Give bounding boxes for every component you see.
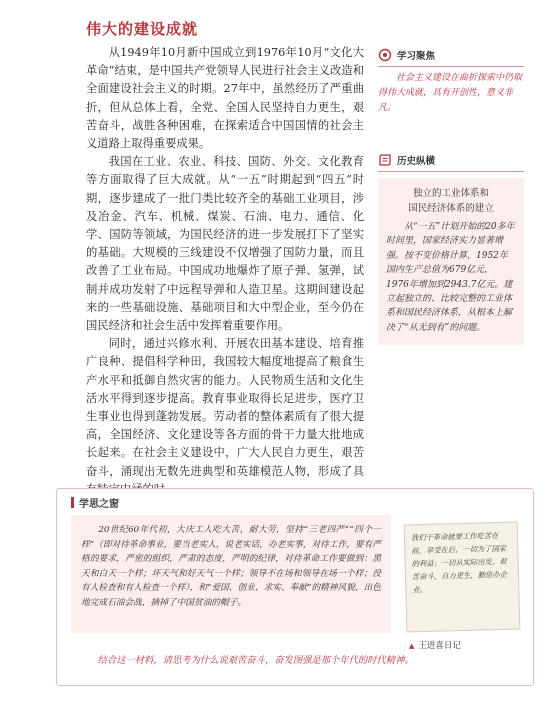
learning-focus-text: 社会主义建设在曲折探索中仍取得伟大成就，具有开创性，意义非凡。 (378, 73, 523, 113)
diary-caption-text: 王进喜日记 (418, 641, 461, 651)
learning-focus-divider (378, 66, 524, 67)
study-accent-bar (71, 497, 74, 508)
history-text: 从“一五”计划开始的20多年时间里，国家经济实力显著增强。按不变价格计算，1952年国内生产总值为679亿元，1976年增加到2943.7亿元。建立起独立的、比较完整的工业体系和国民经济体系，从根本上解决了“从无到有”的问题。 (386, 222, 515, 333)
focus-target-icon (378, 48, 392, 62)
history-subtitle-line-1: 独立的工业体系和 (412, 188, 489, 199)
main-paragraph-2: 我国在工业、农业、科技、国防、外交、文化教育等方面取得了巨大成就。从“一五”时期起到“四五”时期，逐步建成了一批门类比较齐全的基础工业项目，涉及冶金、汽车、机械、煤炭、石油、电力、通信、化学、国防等领域，为国民经济的进一步发展打下了坚实的基础。大规模的三线建设不仅增强了国防力量，而且改善了工业布局。中国成功地爆炸了原子弹、氢弹，试制并成功发射了中远程导弹和人造卫星。这期间建设起来的一些基础设施、基础项目和大中型企业，至今仍在国民经济和社会生活中发挥着重要作用。 (86, 155, 364, 333)
study-window (56, 488, 534, 686)
main-paragraph-1: 从1949年10月新中国成立到1976年10月“文化大革命”结束，是中国共产党领导人民进行社会主义改造和全面建设社会主义的时期。27年中，虽然经历了严重曲折，但从总体上看，全党、全国人民坚持自力更生，艰苦奋斗，战胜各种困难，在探索适合中国国情的社会主义道路上取得重要成果。 (86, 46, 364, 151)
history-header (378, 153, 524, 167)
main-paragraph-3: 同时，通过兴修水利、开展农田基本建设、培育推广良种、提倡科学种田，我国较大幅度地提高了粮食生产水平和抵御自然灾害的能力。人民物质生活和文化生活水平得到逐步提高。教育事业取得长足进步，医疗卫生事业也得到蓬勃发展。劳动者的整体素质有了很大提高，全国经济、文化建设等各方面的骨干力量大批地成长起来。在社会主义建设中，广大人民自力更生，艰苦奋斗，涌现出无数先进典型和英雄模范人物，形成了具 (86, 337, 364, 478)
main-body (86, 44, 364, 499)
section-title: 伟大的建设成就 (86, 20, 199, 38)
study-heading: 学思之窗 (79, 499, 119, 510)
study-prompt: 结合这一材料，请思考为什么说艰苦奋斗，奋发图强是那个年代的时代精神。 (97, 655, 414, 666)
diary-image: 我们干革命就要工作吃苦在前，享受在后，一切为了国家的利益；一切从实际出发，艰苦奋斗，自力更生，勤俭办企业。 (404, 522, 521, 633)
triangle-icon: ▲ (409, 642, 415, 650)
learning-focus-heading: 学习聚焦 (397, 51, 436, 62)
learning-focus-header (378, 48, 524, 62)
scroll-icon (378, 153, 392, 167)
history-subtitle-line-2: 国民经济体系的建立 (408, 203, 494, 214)
history-subtitle (386, 186, 516, 216)
history-divider (378, 171, 524, 172)
history-box (378, 153, 524, 345)
study-header (71, 495, 119, 510)
history-panel (378, 178, 524, 345)
learning-focus-box (378, 48, 524, 116)
study-passage: 20世纪60年代初，大庆工人吃大苦，耐大劳，坚持“三老四严”“四个一样”（即对待革命事业，要当老实人，说老实话，办老实事，对待工作，要有严格的要求，严密的组织，严肃的态度，严明的纪律，对待革命工作要做到：黑天和白天一个样；坏天气和好天气一个样；领导不在场和领导在场一个样；没有人检查和有人检查一个样），和“爱国、创业、求实、奉献”的精神风貌，出色地完成石油会战，摘掉了中国贫油的帽子。 (71, 515, 391, 633)
history-heading: 历史纵横 (397, 156, 436, 167)
diary-caption (409, 639, 461, 651)
